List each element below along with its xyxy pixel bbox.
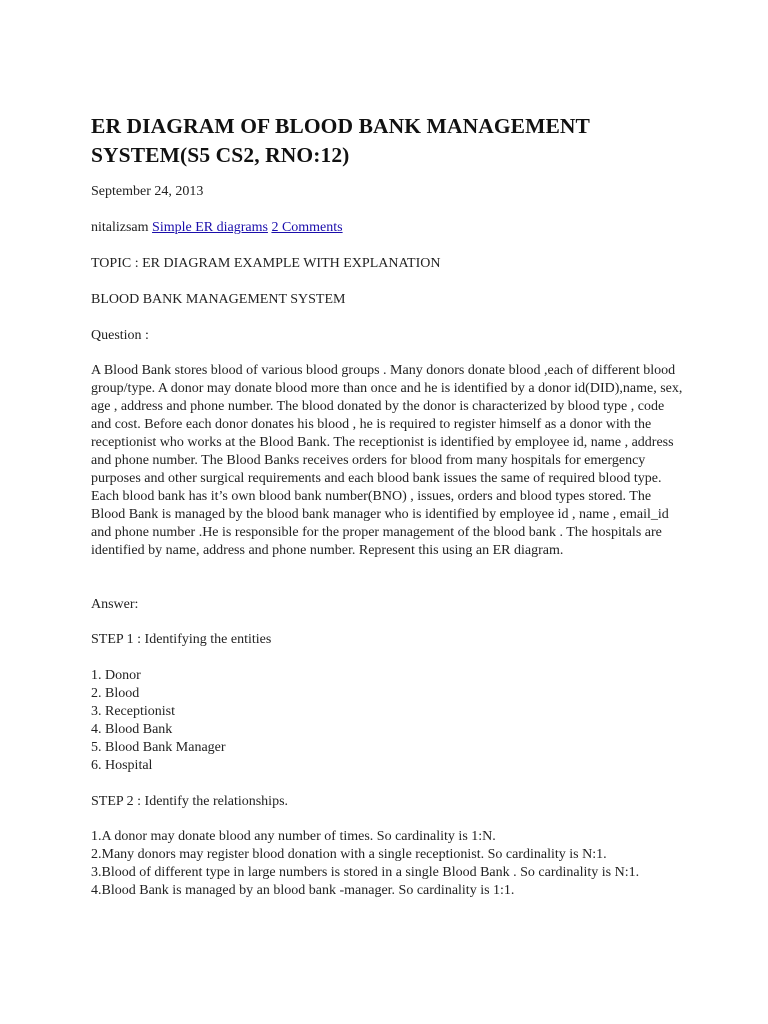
relationship-list — [91, 828, 683, 900]
category-link[interactable]: Simple ER diagrams — [152, 220, 268, 235]
list-item: 4.Blood Bank is managed by an blood bank -manager. So cardinality is 1:1. — [91, 883, 515, 898]
list-item: 4. Blood Bank — [91, 722, 173, 737]
list-item: 6. Hospital — [91, 758, 153, 773]
page-title: ER DIAGRAM OF BLOOD BANK MANAGEMENT SYSTEM(S5 CS2, RNO:12) — [91, 114, 590, 167]
step2-heading: STEP 2 : Identify the relationships. — [91, 794, 289, 809]
post-date: September 24, 2013 — [91, 184, 204, 199]
topic-line: TOPIC : ER DIAGRAM EXAMPLE WITH EXPLANATION — [91, 256, 441, 271]
question-paragraph: A Blood Bank stores blood of various blood groups . Many donors donate blood ,each of different blood group/type. A donor may donate blood more than once and he is identified by a donor id(DID),name, sex, age , address and phone number. The blood donated by the donor is characterized by blood type , code and cost. Before each donor donates his blood , he is required to register himself as a donor with the receptionist who works at the Blood Bank. The receptionist is identified by employee id, name , address and phone number. The Blood Banks receives orders for blood from many hospitals for emergency purposes and other surgical requirements and each blood bank issues the same of required blood type. Each blood bank has it’s own blood bank number(BNO) , issues, orders and blood types stored. The Blood Bank is managed by the blood bank manager who is identified by employee id , name , email_id and phone number .He is responsible for the proper management of the blood bank . The hospitals are identified by name, address and phone number. Represent this using an ER diagram. — [91, 363, 683, 558]
answer-label: Answer: — [91, 597, 139, 612]
list-item: 2. Blood — [91, 686, 140, 701]
question-label: Question : — [91, 328, 149, 343]
list-item: 2.Many donors may register blood donation with a single receptionist. So cardinality is N:1. — [91, 847, 607, 862]
byline — [91, 219, 343, 237]
list-item: 1. Donor — [91, 668, 141, 683]
list-item: 5. Blood Bank Manager — [91, 740, 226, 755]
step1-heading: STEP 1 : Identifying the entities — [91, 632, 272, 647]
system-name: BLOOD BANK MANAGEMENT SYSTEM — [91, 292, 346, 307]
list-item: 1.A donor may donate blood any number of times. So cardinality is 1:N. — [91, 829, 496, 844]
comments-link[interactable]: 2 Comments — [271, 220, 343, 235]
list-item: 3.Blood of different type in large numbers is stored in a single Blood Bank . So cardinality is N:1. — [91, 865, 640, 880]
list-item: 3. Receptionist — [91, 704, 175, 719]
author-name: nitalizsam — [91, 220, 149, 235]
entity-list — [91, 667, 226, 775]
